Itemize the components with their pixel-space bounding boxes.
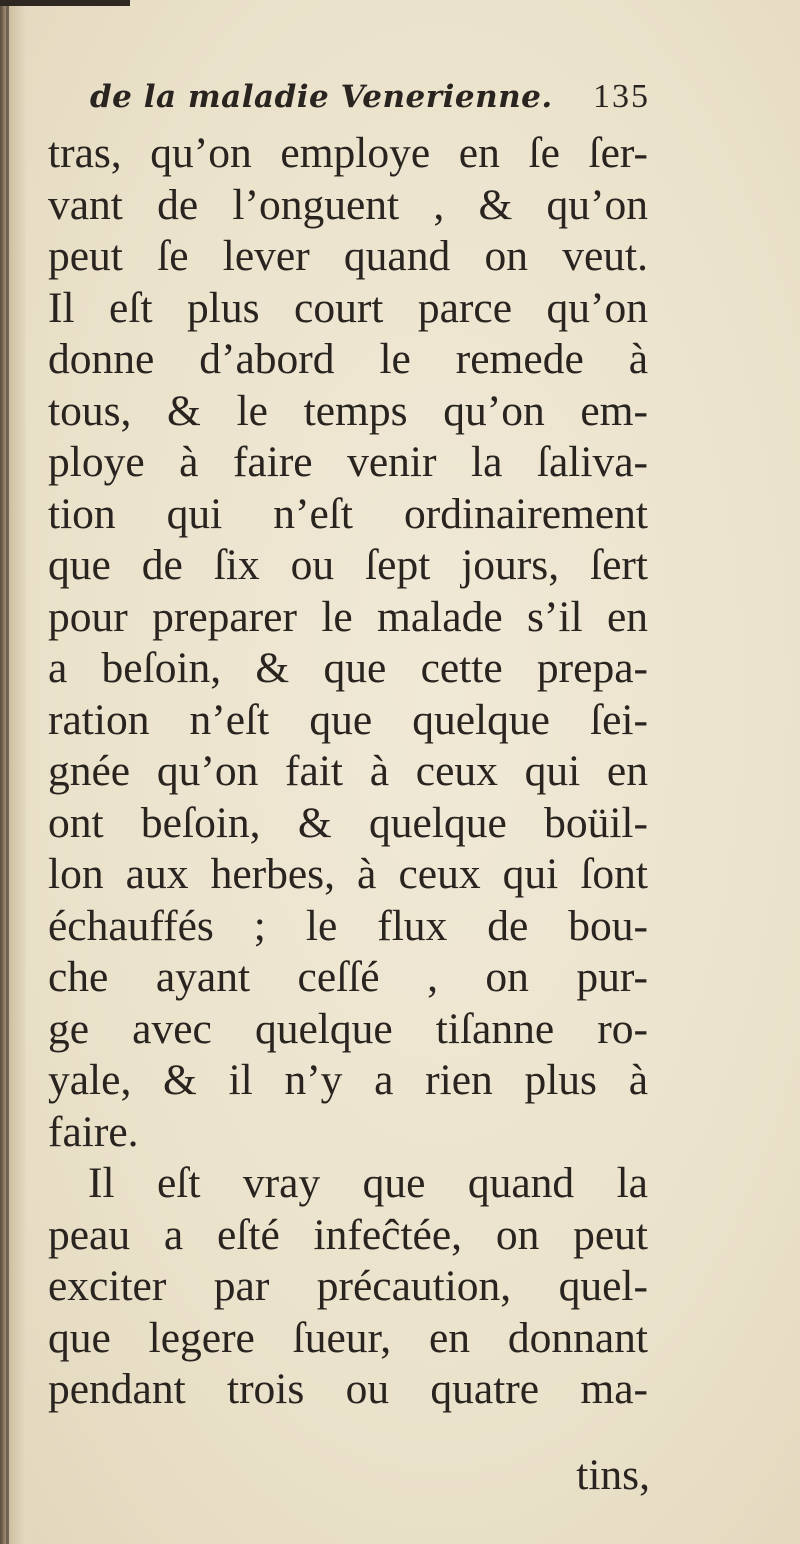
text-line: pour preparer le malade s’il en	[48, 592, 648, 641]
text-line: ont beſoin, & quelque boüil-	[48, 798, 648, 847]
text-line: ration n’eſt que quelque ſei-	[48, 695, 648, 744]
text-line: che ayant ceſſé , on pur-	[48, 953, 648, 1001]
text-line: lon aux herbes, à ceux qui ſont	[48, 850, 648, 898]
text-line: vant de l’onguent , & qu’on	[48, 180, 648, 229]
text-line: faire.	[48, 1107, 139, 1156]
page-top-edge	[0, 0, 130, 6]
text-line: donne d’abord le remede à	[48, 335, 648, 383]
binding-gutter	[0, 0, 26, 1544]
text-line: exciter par précaution, quel-	[48, 1262, 648, 1310]
body-text	[48, 128, 648, 1416]
text-line: ploye à faire venir la ſaliva-	[48, 438, 648, 486]
text-line: Il eſt plus court parce qu’on	[48, 283, 648, 332]
text-line: yale, & il n’y a rien plus à	[48, 1056, 648, 1104]
text-line: échauffés ; le flux de bou-	[48, 901, 648, 950]
text-line: tous, & le temps qu’on em-	[48, 386, 648, 435]
running-head-title: de la maladie Venerienne.	[90, 79, 553, 115]
text-line: Il eſt vray que quand la	[88, 1159, 648, 1207]
text-line: que legere ſueur, en donnant	[48, 1313, 648, 1362]
text-line: que de ſix ou ſept jours, ſert	[48, 541, 648, 589]
running-head	[90, 78, 650, 130]
text-line: pendant trois ou quatre ma-	[48, 1365, 648, 1413]
catchword: tins,	[576, 1451, 650, 1499]
text-line: ge avec quelque tiſanne ro-	[48, 1004, 648, 1053]
text-line: tras, qu’on employe en ſe ſer-	[48, 129, 648, 177]
binding-shadow	[6, 0, 9, 1544]
page-number: 135	[593, 78, 650, 115]
text-line: a beſoin, & que cette prepa-	[48, 644, 648, 692]
text-line: tion qui n’eſt ordinairement	[48, 489, 648, 538]
text-line: peau a eſté infeĉtée, on peut	[48, 1210, 648, 1259]
text-line: peut ſe lever quand on veut.	[48, 232, 648, 280]
text-line: gnée qu’on fait à ceux qui en	[48, 747, 648, 795]
